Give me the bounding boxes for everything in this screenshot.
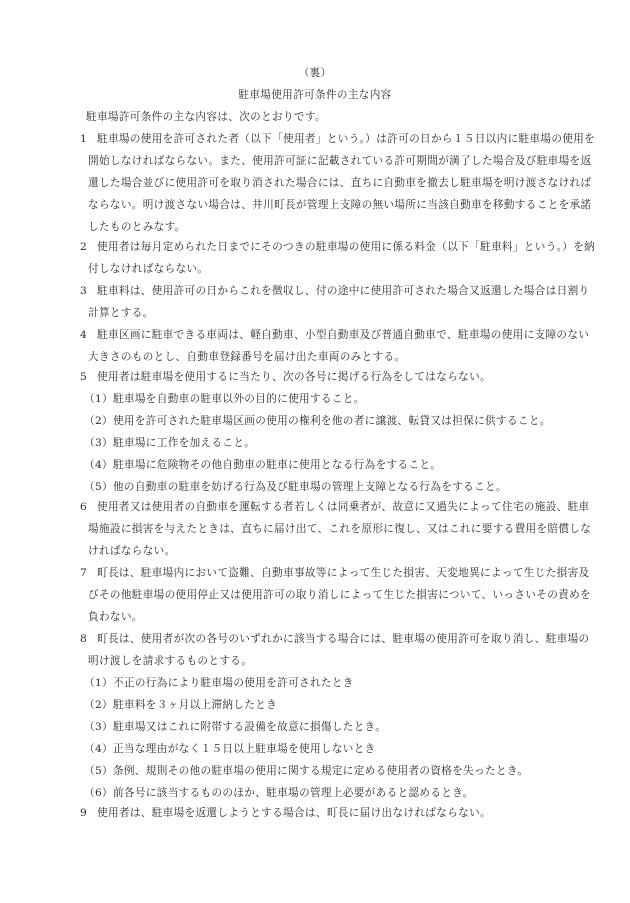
clause-line: ければならない。 xyxy=(88,545,176,557)
sub-item: （6）前各号に該当するもののほか、駐車場の管理上必要があると認めるとき。 xyxy=(84,787,474,799)
clause-line: ならない。明け渡さない場合は、井川町長が管理上支障の無い場所に当該自動車を移動することを承諾 xyxy=(88,199,592,211)
clause-number: 3 xyxy=(80,285,88,297)
sub-item: （3）駐車場又はこれに附帯する設備を故意に損傷したとき。 xyxy=(84,721,387,733)
clause-line: 使用者は、駐車場を返還しようとする場合は、町長に届け出なければならない。 xyxy=(97,807,491,819)
clause-number: 4 xyxy=(80,329,88,341)
sub-item: （5）条例、規則その他の駐車場の使用に関する規定に定める使用者の資格を失ったとき。 xyxy=(84,765,529,777)
clause-line: 大きさのものとし、自動車登録番号を届け出た車両のみとする。 xyxy=(88,351,406,363)
clause-line: 使用者又は使用者の自動車を運転する者若しくは同乗者が、故意に又過失によって住宅の施設、駐車 xyxy=(97,501,590,513)
sub-item: （4）正当な理由がなく１５日以上駐車場を使用しないとき xyxy=(84,743,376,755)
sub-item: （1）駐車場を自動車の駐車以外の目的に使用すること。 xyxy=(84,393,365,405)
clause-number: 9 xyxy=(80,807,88,819)
clause-number: 5 xyxy=(80,371,88,383)
clause-number: 6 xyxy=(80,501,88,513)
clause-line: 使用者は駐車場を使用するに当たり、次の各号に掲げる行為をしてはならない。 xyxy=(97,371,491,383)
sub-item: （2）使用を許可された駐車場区画の使用の権利を他の者に譲渡、転貸又は担保に供すること。 xyxy=(84,415,551,427)
clause-line: 使用者は毎月定められた日までにそのつきの駐車場の使用に係る料金（以下「駐車料」という。）を納 xyxy=(97,241,596,253)
sub-item: （1）不正の行為により駐車場の使用を許可されたとき xyxy=(84,677,354,689)
clause-number: 2 xyxy=(80,241,88,253)
clause-line: 計算とする。 xyxy=(88,307,154,319)
clause-line: びその他駐車場の使用停止又は使用許可の取り消しによって生じた損害について、いっさいその責めを xyxy=(88,589,591,601)
sub-item: （5）他の自動車の駐車を妨げる行為及び駐車場の管理上支障となる行為をすること。 xyxy=(84,481,507,493)
clause-number: 7 xyxy=(80,567,88,579)
sub-item: （3）駐車場に工作を加えること。 xyxy=(84,437,256,449)
document-title: 駐車場使用許可条件の主な内容 xyxy=(238,89,392,101)
clause-line: したものとみなす。 xyxy=(88,221,186,233)
clause-line: 町長は、駐車場内において盗難、自動車事故等によって生じた損害、天変地異によって生じた損害及 xyxy=(97,567,590,579)
side-marker: （裏） xyxy=(298,67,332,79)
clause-line: 還した場合並びに使用許可を取り消された場合には、直ちに自動車を撤去し駐車場を明け渡さなければ xyxy=(88,177,592,189)
clause-line: 明け渡しを請求するものとする。 xyxy=(88,655,253,667)
clause-line: 駐車料は、使用許可の日からこれを徴収し、付の途中に使用許可された場合又返還した場合は日割り xyxy=(97,285,590,297)
clause-number: 8 xyxy=(80,633,88,645)
clause-line: 町長は、使用者が次の各号のいずれかに該当する場合には、駐車場の使用許可を取り消し、駐車場の xyxy=(97,633,590,645)
sub-item: （2）駐車料を３ヶ月以上滞納したとき xyxy=(84,699,278,711)
clause-line: 負わない。 xyxy=(88,611,143,623)
sub-item: （4）駐車場に危険物その他自動車の駐車に使用となる行為をすること。 xyxy=(84,459,442,471)
clause-line: 駐車場の使用を許可された者（以下「使用者」という。）は許可の日から１５日以内に駐車場の使用を xyxy=(97,133,596,145)
clause-line: 付しなければならない。 xyxy=(88,263,209,275)
clause-line: 駐車区画に駐車できる車両は、軽自動車、小型自動車及び普通自動車で、駐車場の使用に支障のない xyxy=(97,329,590,341)
clause-line: 場施設に損害を与えたときは、直ちに届け出て、これを原形に復し、又はこれに要する費用を賠償しな xyxy=(88,523,592,535)
intro-text: 駐車場許可条件の主な内容は、次のとおりです。 xyxy=(86,111,326,123)
clause-number: 1 xyxy=(80,133,88,145)
clause-line: 開始しなければならない。また、使用許可証に記載されている許可期間が満了した場合及び駐車場を返 xyxy=(88,155,592,167)
